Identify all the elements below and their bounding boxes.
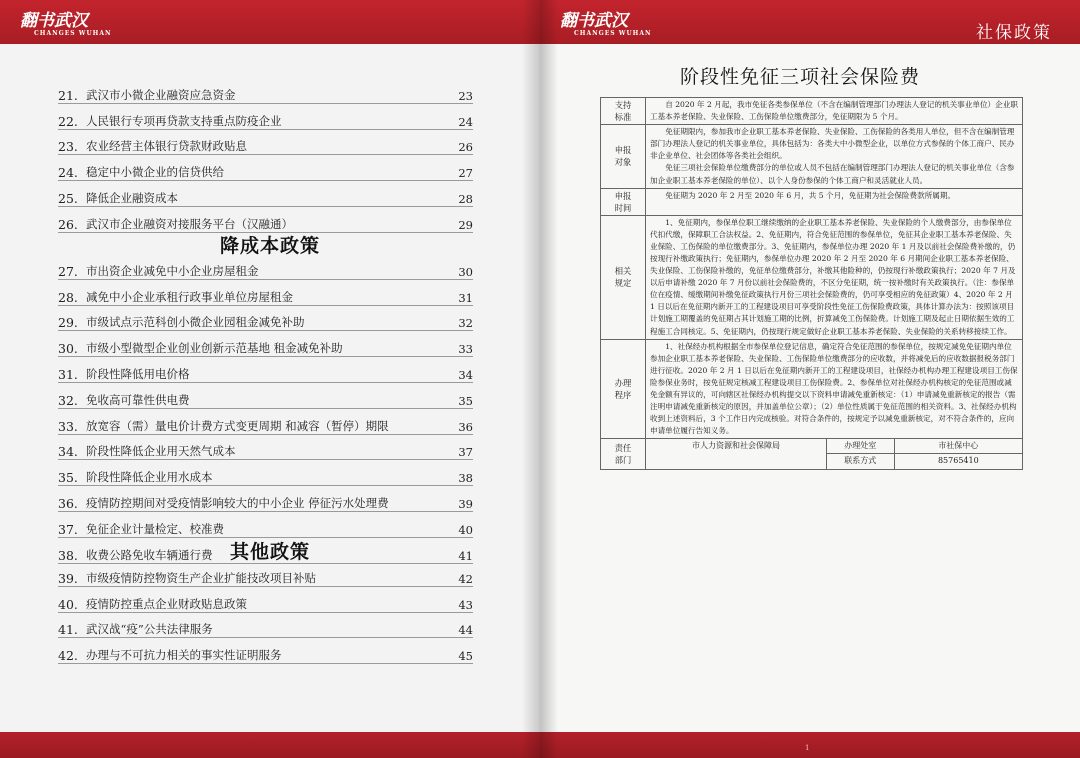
- toc-entry-number: 22.: [58, 113, 78, 129]
- toc-entry-title: 稳定中小微企业的信贷供给: [86, 165, 224, 180]
- policy-row-content: [646, 188, 1023, 215]
- brand-logo-text: 翻书武汉: [560, 11, 628, 31]
- toc-entry-title: 农业经营主体银行贷款财政贴息: [86, 139, 247, 154]
- toc-entry-number: 31.: [58, 366, 78, 382]
- toc-entry[interactable]: [58, 512, 473, 538]
- toc-entry-title: 疫情防控重点企业财政贴息政策: [86, 596, 247, 611]
- toc-entry[interactable]: [58, 254, 473, 280]
- toc-entry-number: 27.: [58, 263, 78, 279]
- policy-paragraph: 自 2020 年 2 月起，我市免征各类参保单位（不含在编制管理部门办理法人登记的机关事业单位）企业职工基本养老保险、失业保险、工伤保险单位缴费部分，免征期限为 5 个月。: [650, 100, 1018, 122]
- toc-entry[interactable]: [58, 460, 473, 486]
- toc-section-heading: 其他政策: [229, 541, 310, 563]
- policy-row-content: [646, 125, 1023, 188]
- toc-entry-number: 21.: [58, 87, 78, 103]
- policy-row-label: 责任 部门: [601, 439, 646, 469]
- toc-entry-title: 降低企业融资成本: [86, 190, 178, 205]
- policy-paragraph: 1、社保经办机构根据全市参保单位登记信息，确定符合免征范围的参保单位，按规定减免免征期内单位参加企业职工基本养老保险、失业保险、工伤保险单位缴费部分的应收数，并将减免后的应收数据报税务部门进行征收。2020 年 2 月 1 日以后在免征期内新开工的工程建设项目，社保经办机构办理工程建设项目工伤保险参保业务时，按免征规定核减工程建设项目工伤保险费。2、参保单位对社保经办机构核定的免征范围或减免金额有异议的，可向辖区社保经办机构提交以下资料申请减免重新核定：（1）申请减免重新核定的报告（需注明申请减免重新核定的原因，并加盖单位公章）；（2）单位性质属于免征范围的相关资料。3、社保经办机构收到上述资料后，3 个工作日内完成核验。对符合条件的，按规定予以减免重新核定，对不符合条件的，应向申请单位履行告知义务。: [650, 341, 1018, 436]
- toc-entry[interactable]: [58, 130, 473, 156]
- toc-entry[interactable]: [58, 104, 473, 130]
- toc-entry-number: 35.: [58, 470, 78, 486]
- toc-entry-page: 28: [458, 191, 473, 206]
- toc-entry-title: 免收高可靠性供电费: [86, 392, 190, 407]
- policy-row-content: [646, 215, 1023, 339]
- policy-row-content: [646, 98, 1023, 125]
- toc-entry-title: 武汉战“疫”公共法律服务: [86, 622, 213, 637]
- toc-entry-page: 30: [458, 264, 473, 279]
- toc-entry[interactable]: [58, 78, 473, 104]
- toc-entry-number: 36.: [58, 495, 78, 511]
- toc-entry-page: 23: [458, 88, 473, 103]
- toc-entry-number: 40.: [58, 596, 78, 612]
- policy-paragraph: 免征三项社会保险单位缴费部分的单位或人员不包括在编制管理部门办理法人登记的机关事业单位（含参加企业职工基本养老保险的单位）、以个人身份参保的个体工商户和灵活就业人员。: [650, 163, 1015, 185]
- toc-entry-page: 34: [458, 367, 473, 382]
- toc-entry-number: 23.: [58, 139, 78, 155]
- toc-entry-page: 39: [458, 496, 473, 511]
- footer-bar: [0, 732, 540, 758]
- toc-entry-title: 市出资企业减免中小企业房屋租金: [86, 263, 259, 278]
- toc-entry-page: 43: [458, 597, 473, 612]
- toc-entry-number: 34.: [58, 444, 78, 460]
- brand-logo-subtitle: CHANGES WUHAN: [34, 30, 112, 37]
- policy-row: [601, 339, 1023, 439]
- policy-row: [601, 188, 1023, 215]
- toc-entry-page: 36: [458, 419, 473, 434]
- toc-entry[interactable]: [58, 207, 473, 233]
- toc-entry-title: 市级试点示范科创小微企业园租金减免补助: [86, 315, 305, 330]
- footer-bar: [540, 732, 1080, 758]
- toc-entry-title: 阶段性降低用电价格: [86, 366, 190, 381]
- policy-footer-row: [601, 439, 1023, 469]
- brand-logo: [560, 6, 651, 37]
- responsible-dept-cell: [646, 439, 1023, 469]
- toc-entry-title: 放宽容（需）量电价计费方式变更周期 和减容（暂停）期限: [86, 418, 389, 433]
- toc-entry-page: 24: [458, 114, 473, 129]
- toc-entry-number: 25.: [58, 190, 78, 206]
- toc-entry-number: 32.: [58, 392, 78, 408]
- toc-list: [58, 561, 473, 664]
- toc-entry-page: 41: [458, 548, 473, 563]
- policy-row-label: 办理 程序: [601, 339, 646, 439]
- toc-entry[interactable]: [58, 486, 473, 512]
- toc-entry-number: 41.: [58, 622, 78, 638]
- toc-list: [58, 78, 473, 233]
- toc-entry-number: 30.: [58, 341, 78, 357]
- toc-entry[interactable]: [58, 155, 473, 181]
- toc-entry-title: 市级疫情防控物资生产企业扩能技改项目补贴: [86, 570, 316, 585]
- brand-logo-text: 翻书武汉: [20, 11, 88, 31]
- policy-row-label: 申报 时间: [601, 188, 646, 215]
- toc-entry-page: 44: [458, 623, 473, 638]
- toc-entry[interactable]: [58, 409, 473, 435]
- responsible-dept: 市人力资源和社会保障局: [646, 439, 826, 468]
- toc-entry-title: 武汉市企业融资对接服务平台（汉融通）: [86, 216, 293, 231]
- toc-entry-title: 疫情防控期间对受疫情影响较大的中小企业 停征污水处理费: [86, 495, 389, 510]
- policy-row: [601, 98, 1023, 125]
- toc-entry-page: 29: [458, 217, 473, 232]
- toc-entry-title: 阶段性降低企业用水成本: [86, 470, 213, 485]
- policy-row-label: 相关 规定: [601, 215, 646, 339]
- toc-entry-page: 38: [458, 471, 473, 486]
- toc-entry-page: 45: [458, 649, 473, 664]
- office-value: 市社保中心: [894, 439, 1022, 454]
- toc-entry-number: 38.: [58, 547, 78, 563]
- toc-entry-page: 37: [458, 445, 473, 460]
- toc-entry[interactable]: [58, 561, 473, 587]
- toc-entry[interactable]: [58, 435, 473, 461]
- policy-table: [600, 97, 1023, 470]
- toc-entry-page: 26: [458, 140, 473, 155]
- office-label: 办理处室: [826, 439, 894, 454]
- phone-label: 联系方式: [826, 454, 894, 469]
- toc-entry-number: 24.: [58, 165, 78, 181]
- toc-entry[interactable]: [58, 587, 473, 613]
- toc-entry-page: 31: [458, 290, 473, 305]
- toc-entry[interactable]: [58, 181, 473, 207]
- toc-entry-number: 37.: [58, 521, 78, 537]
- toc-entry-number: 29.: [58, 315, 78, 331]
- policy-row-content: [646, 339, 1023, 439]
- book-spine-shadow: [540, 0, 558, 758]
- policy-row: [601, 215, 1023, 339]
- toc-list: [58, 254, 473, 564]
- phone-value: 85765410: [894, 454, 1022, 469]
- toc-entry[interactable]: [58, 613, 473, 639]
- toc-entry[interactable]: [58, 280, 473, 306]
- toc-entry-title: 收费公路免收车辆通行费: [86, 547, 213, 562]
- toc-entry-page: 40: [458, 522, 473, 537]
- toc-entry-page: 33: [458, 342, 473, 357]
- toc-entry[interactable]: [58, 383, 473, 409]
- toc-entry-title: 免征企业计量检定、校准费: [86, 521, 224, 536]
- policy-title: 阶段性免征三项社会保险费: [679, 66, 920, 88]
- policy-row-label: 申报 对象: [601, 125, 646, 188]
- toc-entry[interactable]: [58, 331, 473, 357]
- toc-entry-number: 42.: [58, 648, 78, 664]
- toc-entry-number: 26.: [58, 216, 78, 232]
- toc-entry-title: 武汉市小微企业融资应急资金: [86, 87, 236, 102]
- toc-entry[interactable]: [58, 306, 473, 332]
- toc-entry-title: 人民银行专项再贷款支持重点防疫企业: [86, 113, 282, 128]
- toc-entry[interactable]: [58, 357, 473, 383]
- toc-entry-page: 35: [458, 393, 473, 408]
- toc-entry-page: 32: [458, 316, 473, 331]
- policy-row: [601, 125, 1023, 188]
- toc-entry-page: 27: [458, 166, 473, 181]
- toc-entry-title: 市级小型微型企业创业创新示范基地 租金减免补助: [86, 341, 343, 356]
- toc-entry-page: 42: [458, 571, 473, 586]
- policy-paragraph: 1、免征期内，参保单位职工继续缴纳的企业职工基本养老保险、失业保险的个人缴费部分，由参保单位代扣代缴，保障职工合法权益。2、免征期内，符合免征范围的参保单位，免征其企业职工基本养老保险、失业保险、工伤保险的单位缴费部分。3、免征期内，参保单位办理 2020 年 1 月及以前社会保险费补缴的，仍按现行补缴政策执行；免征期内，参保单位办理 2020 年 2 月至 2020 年 6 月期间企业职工基本养老保险、失业保险、工伤保险补缴的，免征单位缴费部分，补缴其他险种的，仍按现行补缴政策执行；2020 年 7 月及以后申请补缴 2020 年 7 月份以前社会保险费的，不区分免征期，统一按补缴时有关政策执行。（注：参保单位在疫情、缓缴期间补缴免征政策执行月份三项社会保险费的，仍可享受相应的免征政策）4、2020 年 2 月 1 日以后在免征期内新开工的工程建设项目可享受阶段性免征工伤保险费政策，具体计算办法为：按照该项目计划施工期覆盖的免征期占其计划施工期的比例，折算减免工伤保险费。计划施工期及起止日期依据生效的工程施工合同核定。5、免征期内，仍按现行规定做好企业职工基本养老保险、失业保险的关系转移接续工作。: [650, 217, 1016, 336]
- policy-paragraph: 免征期限内，参加我市企业职工基本养老保险、失业保险、工伤保险的各类用人单位，但不含在编制管理部门办理法人登记的机关事业单位，具体包括为：各类大中小微型企业，以单位方式参保的个体工商户、民办非企业单位、社会团体等各类社会组织。: [650, 127, 1015, 161]
- toc-entry-number: 39.: [58, 570, 78, 586]
- toc-entry-number: 28.: [58, 289, 78, 305]
- toc-entry-number: 33.: [58, 418, 78, 434]
- toc-entry-title: 阶段性降低企业用天然气成本: [86, 444, 236, 459]
- policy-row-label: 支持 标准: [601, 98, 646, 125]
- brand-logo: [20, 6, 111, 37]
- section-tag: 社保政策: [976, 23, 1052, 43]
- toc-entry[interactable]: [58, 638, 473, 664]
- book-spine-shadow: [522, 0, 540, 758]
- policy-paragraph: 免征期为 2020 年 2 月至 2020 年 6 月，共 5 个月，免征期为社会保险费款所属期。: [665, 190, 956, 200]
- toc-entry-title: 办理与不可抗力相关的事实性证明服务: [86, 648, 282, 663]
- page-number: 1: [805, 744, 810, 752]
- toc-section-heading: 降成本政策: [219, 235, 320, 257]
- toc-entry-title: 减免中小企业承租行政事业单位房屋租金: [86, 289, 293, 304]
- brand-logo-subtitle: CHANGES WUHAN: [574, 30, 652, 37]
